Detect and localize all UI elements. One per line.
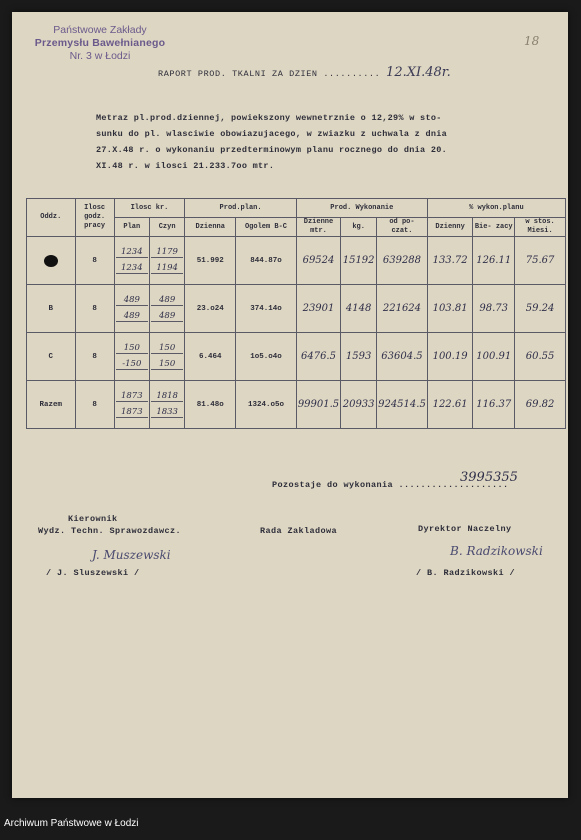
cell-godz: 8 [75,333,114,381]
czyn-value: 1194 [156,263,178,273]
kierownik-title: Kierownik [68,514,118,524]
report-paragraph [96,110,552,174]
cell-biez: 116.37 [473,381,515,429]
plan-value: 489 [123,311,140,321]
kierownik-name: / J. Sluszewski / [46,568,140,578]
header-pct-wyk: % wykon.planu [427,199,565,218]
cell-mtr: 99901.5 [296,381,340,429]
production-table [26,198,566,429]
header-kg: kg. [341,218,377,237]
cell-ogolem: 844.87o [236,237,297,285]
header-prod-wyk: Prod. Wykonanie [296,199,427,218]
cell-dzienna: 6.464 [185,333,236,381]
stamp-line-1: Państwowe Zakłady [53,24,147,36]
paragraph-line-3: 27.X.48 r. o wykonaniu przedterminowym planu rocznego do dnia 20. [96,145,448,155]
cell-biez: 98.73 [473,285,515,333]
cell-czyn [149,381,184,429]
paragraph-line-1: Metraz pl.prod.dziennej, powiekszony wewnetrznie o 12,29% w sto- [96,113,442,123]
archive-footer: Archiwum Państwowe w Łodzi [4,818,139,829]
cell-kg: 15192 [341,237,377,285]
cell-plan [114,285,149,333]
rada-zakladowa: Rada Zakladowa [260,526,338,536]
cell-w-stos: 69.82 [515,381,566,429]
cell-w-stos: 59.24 [515,285,566,333]
header-czyn: Czyn [149,218,184,237]
czyn-value: 1818 [156,391,178,401]
czyn-value: 489 [159,295,176,305]
cell-biez: 126.11 [473,237,515,285]
table-row [27,333,566,381]
plan-value: 150 [123,343,140,353]
stamp-line-2: Przemysłu Bawełnianego [34,37,166,49]
cell-dzienny: 122.61 [427,381,473,429]
plan-value: 1873 [120,391,143,401]
report-title-text: RAPORT PROD. TKALNI ZA DZIEN .......... [158,69,381,79]
cell-oddz [27,237,76,285]
cell-kg: 20933 [341,381,377,429]
cell-od-pocz: 639288 [377,237,428,285]
cell-dzienny: 103.81 [427,285,473,333]
cell-od-pocz: 221624 [377,285,428,333]
institution-stamp [30,24,170,63]
cell-dzienna: 23.o24 [185,285,236,333]
plan-value: 1234 [120,263,143,273]
header-dzienna: Dzienna [185,218,236,237]
paragraph-line-2: sunku do pl. wlasciwie obowiazujacego, w zwiazku z uchwala z dnia [96,129,448,139]
czyn-value: 150 [159,343,176,353]
czyn-value: 150 [159,359,176,369]
plan-value: 1234 [120,247,143,257]
report-title [158,65,451,80]
plan-value: 1873 [120,407,143,417]
cell-dzienny: 100.19 [427,333,473,381]
header-ilosc-godz: Ilosc godz. pracy [75,199,114,237]
header-oddz: Oddz. [27,199,76,237]
header-dzienne-mtr: Dzienne mtr. [296,218,340,237]
table-row [27,237,566,285]
report-date-handwritten: 12.XI.48r. [386,65,451,80]
cell-ogolem: 1324.o5o [236,381,297,429]
cell-dzienna: 81.48o [185,381,236,429]
cell-dzienna: 51.992 [185,237,236,285]
cell-ogolem: 374.14o [236,285,297,333]
cell-czyn [149,237,184,285]
header-plan: Plan [114,218,149,237]
cell-od-pocz: 924514.5 [377,381,428,429]
cell-oddz: Razem [27,381,76,429]
czyn-value: 489 [159,311,176,321]
page-number: 18 [524,34,540,48]
kierownik-signature: J. Muszewski [92,548,171,562]
cell-dzienny: 133.72 [427,237,473,285]
cell-godz: 8 [75,381,114,429]
plan-value: 489 [123,295,140,305]
cell-mtr: 23901 [296,285,340,333]
plan-value: -150 [122,359,142,369]
czyn-value: 1179 [156,247,178,257]
cell-biez: 100.91 [473,333,515,381]
header-od-pocz: od po- czat. [377,218,428,237]
cell-od-pocz: 63604.5 [377,333,428,381]
dyrektor-name: / B. Radzikowski / [416,568,516,578]
header-ilosc-kr: Ilosc kr. [114,199,185,218]
cell-oddz: C [27,333,76,381]
cell-czyn [149,333,184,381]
cell-w-stos: 75.67 [515,237,566,285]
table-row [27,285,566,333]
dyrektor-signature: B. Radzikowski [450,544,543,558]
czyn-value: 1833 [156,407,178,417]
header-w-stos: w stos. Miesi. [515,218,566,237]
paragraph-line-4: XI.48 r. w ilosci 21.233.7oo mtr. [96,161,275,171]
cell-godz: 8 [75,285,114,333]
header-prod-plan: Prod.plan. [185,199,297,218]
header-ogolem: Ogolem B-C [236,218,297,237]
header-dzienny: Dzienny [427,218,473,237]
table-row-total [27,381,566,429]
cell-kg: 1593 [341,333,377,381]
cell-godz: 8 [75,237,114,285]
cell-plan [114,381,149,429]
dyrektor-title: Dyrektor Naczelny [418,524,512,534]
cell-oddz: B [27,285,76,333]
cell-mtr: 69524 [296,237,340,285]
cell-ogolem: 1o5.o4o [236,333,297,381]
cell-plan [114,333,149,381]
cell-mtr: 6476.5 [296,333,340,381]
stamp-line-3: Nr. 3 w Łodzi [69,50,131,62]
cell-plan [114,237,149,285]
kierownik-dept: Wydz. Techn. Sprawozdawcz. [38,526,182,536]
remaining-label: Pozostaje do wykonania .................... [272,480,509,490]
cell-czyn [149,285,184,333]
header-biez: Bie- zacy [473,218,515,237]
document-sheet [12,12,568,798]
cell-kg: 4148 [341,285,377,333]
ink-blot [44,255,58,267]
table-header-row-1 [27,199,566,218]
cell-w-stos: 60.55 [515,333,566,381]
remaining-value: 3995355 [460,470,518,485]
